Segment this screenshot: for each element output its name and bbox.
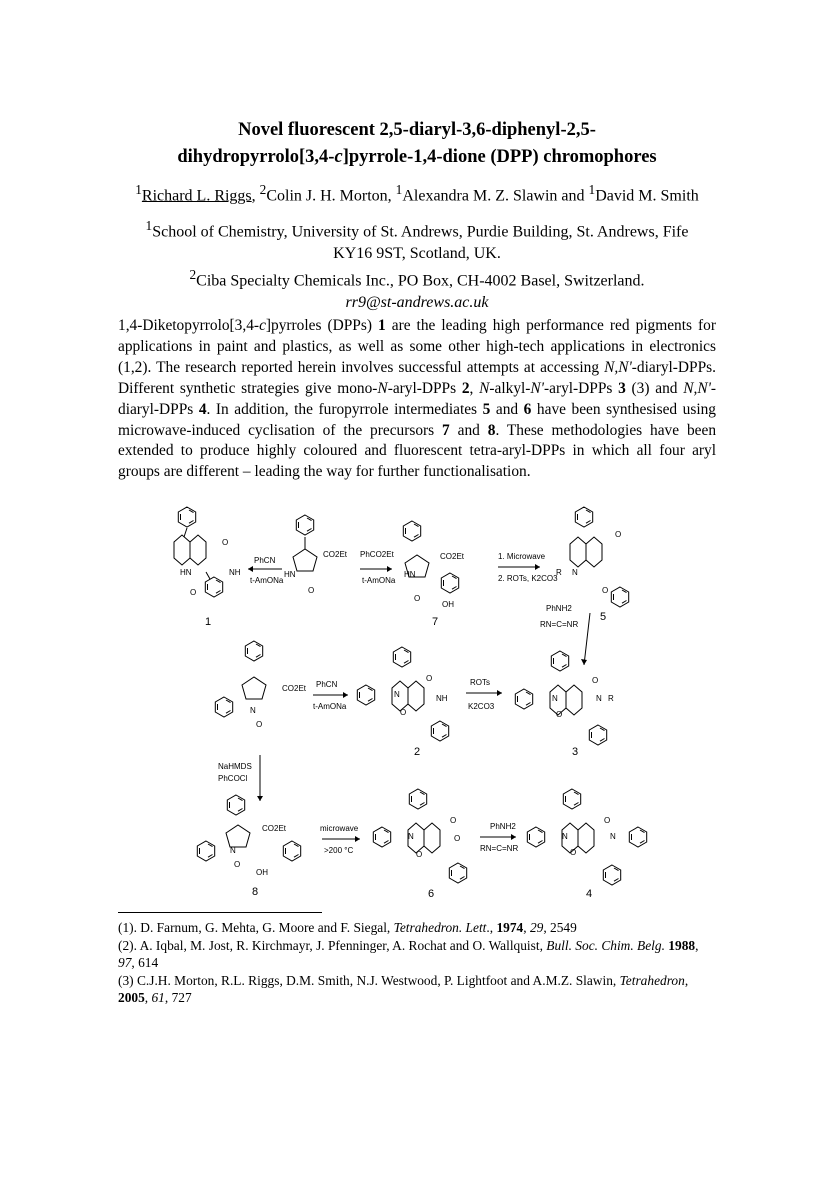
arrow-6 bbox=[466, 678, 502, 711]
atom-label: CO2Et bbox=[282, 684, 307, 693]
reagent: t-AmONa bbox=[362, 576, 396, 585]
abstract-italic: N bbox=[479, 379, 490, 397]
atom-label: N bbox=[394, 690, 400, 699]
arrow-5 bbox=[313, 680, 348, 711]
abstract-italic: N,N' bbox=[604, 358, 632, 376]
affiliation-text: Ciba Specialty Chemicals Inc., PO Box, CH-4002 Basel, Switzerland. bbox=[196, 272, 645, 290]
abstract-text: have been synthesised using microwave-induced cyclisation of the precursors bbox=[118, 400, 717, 439]
reference-1 bbox=[118, 919, 718, 937]
arrow-1 bbox=[248, 556, 284, 585]
atom-label: R bbox=[608, 694, 614, 703]
paper-title bbox=[0, 117, 834, 171]
abstract-text: and bbox=[449, 421, 488, 439]
atom-label: N bbox=[562, 832, 568, 841]
atom-label: O bbox=[256, 720, 263, 729]
atom-label: CO2Et bbox=[440, 552, 465, 561]
author-sep: and bbox=[557, 187, 589, 205]
ref-text: , bbox=[684, 972, 689, 988]
atom-label: O bbox=[454, 834, 461, 843]
ref-journal: Tetrahedron. Lett bbox=[393, 920, 487, 935]
ref-text: , 614 bbox=[131, 955, 159, 971]
atom-label: HN bbox=[180, 568, 192, 577]
affiliation-text: School of Chemistry, University of St. Andrews, Purdie Building, St. Andrews, Fife bbox=[152, 223, 689, 241]
ref-text: (1). D. Farnum, G. Mehta, G. Moore and F. Siegal, bbox=[118, 920, 394, 935]
title-line-2 bbox=[0, 144, 834, 171]
ref-journal: Bull. Soc. Chim. Belg. bbox=[546, 937, 665, 953]
compound-label: 4 bbox=[586, 888, 593, 900]
atom-label: OH bbox=[442, 600, 454, 609]
author-sup: 2 bbox=[259, 182, 267, 197]
atom-label: O bbox=[222, 538, 229, 547]
abstract-text: are the leading high performance red pigments for applications in paint and plastics, as well as some other high-tech applications in electronics (1,2). The research reported herein involves successful attempts at accessing bbox=[118, 317, 716, 376]
author-name: Colin J. H. Morton bbox=[266, 187, 388, 205]
affiliation-sup: 2 bbox=[189, 267, 197, 283]
structure-1 bbox=[174, 507, 241, 628]
author-sup: 1 bbox=[395, 182, 403, 197]
compound-ref: 7 bbox=[442, 421, 450, 439]
reagent: RN=C=NR bbox=[540, 620, 579, 629]
ref-text: , 2549 bbox=[543, 920, 577, 935]
title-italic: c bbox=[334, 147, 343, 167]
abstract-text: -diaryl-DPPs. Different synthetic strategies give mono- bbox=[118, 358, 716, 397]
abstract-text: , bbox=[469, 379, 480, 397]
ref-volume: 97 bbox=[118, 955, 132, 971]
affiliation-1 bbox=[0, 215, 834, 243]
compound-ref: 8 bbox=[487, 421, 496, 439]
atom-label: O bbox=[426, 674, 433, 683]
abstract-italic: N bbox=[377, 379, 388, 397]
atom-label: N bbox=[596, 694, 602, 703]
reagent: PhCN bbox=[316, 680, 338, 689]
author-name: Alexandra M. Z. Slawin bbox=[402, 187, 558, 205]
reagent: 2. ROTs, K2CO3 bbox=[498, 574, 558, 583]
arrow-8 bbox=[320, 824, 360, 855]
compound-label: 3 bbox=[572, 746, 579, 758]
reaction-scheme bbox=[160, 505, 700, 905]
atom-label: O bbox=[234, 860, 241, 869]
compound-label: 1 bbox=[205, 616, 212, 628]
structure-pyrrolinone-1 bbox=[284, 515, 348, 595]
atom-label: O bbox=[450, 816, 457, 825]
abstract-text: -diaryl-DPPs bbox=[118, 379, 717, 418]
affiliation-1-line-2: KY16 9ST, Scotland, UK. bbox=[333, 244, 501, 262]
atom-label: NH bbox=[229, 568, 241, 577]
structure-2 bbox=[357, 647, 448, 758]
abstract-text: . These methodologies have been extended to produce highly coloured and fluorescent tetra-aryl-DPPs in which all four aryl groups are different – leading the way for further functionalisation. bbox=[118, 421, 717, 481]
reagent: PhCOCl bbox=[218, 774, 248, 783]
affiliation-sup: 1 bbox=[145, 218, 153, 233]
author-sup: 1 bbox=[135, 182, 142, 197]
ref-volume: 29 bbox=[529, 920, 544, 935]
structure-3 bbox=[515, 651, 614, 758]
abstract-italic: c bbox=[259, 317, 266, 334]
ref-year: 2005 bbox=[118, 990, 145, 1006]
abstract-text: (3) and bbox=[625, 379, 684, 397]
abstract-text: and bbox=[490, 400, 524, 418]
author-sep: , bbox=[251, 187, 260, 205]
atom-label: O bbox=[416, 850, 423, 859]
arrow-3 bbox=[498, 552, 558, 583]
reference-2 bbox=[118, 937, 718, 972]
ref-year: 1988 bbox=[668, 937, 696, 953]
atom-label: NH bbox=[436, 694, 448, 703]
reagent: PhCO2Et bbox=[360, 550, 394, 559]
reagent: PhNH2 bbox=[546, 604, 572, 613]
structure-7 bbox=[403, 521, 464, 628]
structure-6 bbox=[373, 789, 466, 900]
author-name: David M. Smith bbox=[595, 187, 699, 205]
atom-label: HN bbox=[404, 570, 416, 579]
atom-label: R bbox=[556, 568, 562, 577]
abstract-text: -aryl-DPPs bbox=[387, 379, 462, 397]
reagent: microwave bbox=[320, 824, 359, 833]
email bbox=[0, 292, 834, 314]
affiliations bbox=[0, 215, 834, 314]
atom-label: O bbox=[570, 848, 577, 857]
compound-label: 6 bbox=[428, 888, 435, 900]
author-list bbox=[0, 178, 834, 208]
reference-3 bbox=[118, 972, 718, 1007]
compound-ref: 5 bbox=[482, 400, 491, 418]
reagent: t-AmONa bbox=[250, 576, 284, 585]
ref-volume: 61 bbox=[151, 990, 165, 1006]
arrow-7 bbox=[218, 755, 263, 801]
reagent: RN=C=NR bbox=[480, 844, 519, 853]
atom-label: O bbox=[604, 816, 611, 825]
compound-ref: 6 bbox=[523, 400, 532, 418]
structure-pyrrolinone-2 bbox=[215, 641, 306, 729]
compound-label: 7 bbox=[432, 616, 439, 628]
atom-label: O bbox=[615, 530, 622, 539]
author-sep: , bbox=[387, 187, 396, 205]
reagent: ROTs bbox=[470, 678, 490, 687]
abstract-text: . In addition, the furopyrrole intermediates bbox=[206, 400, 483, 418]
abstract bbox=[118, 316, 716, 483]
atom-label: O bbox=[400, 708, 407, 717]
compound-ref: 3 bbox=[618, 379, 626, 397]
atom-label: N bbox=[552, 694, 558, 703]
atom-label: O bbox=[414, 594, 421, 603]
footnote-rule bbox=[118, 912, 322, 913]
atom-label: N bbox=[610, 832, 616, 841]
compound-label: 5 bbox=[600, 611, 607, 623]
atom-label: N bbox=[250, 706, 256, 715]
atom-label: O bbox=[556, 710, 563, 719]
references bbox=[118, 919, 718, 1007]
title-line-1: Novel fluorescent 2,5-diaryl-3,6-diphenyl-2,5- bbox=[238, 120, 596, 140]
abstract-text: ]pyrroles (DPPs) bbox=[265, 317, 378, 334]
atom-label: N bbox=[230, 846, 236, 855]
atom-label: O bbox=[190, 588, 197, 597]
ref-text: ., bbox=[486, 920, 497, 935]
ref-text: , bbox=[695, 937, 699, 953]
ref-text: , bbox=[523, 920, 530, 935]
compound-ref: 2 bbox=[461, 379, 470, 397]
abstract-text: 1,4-Diketopyrrolo[3,4- bbox=[118, 317, 260, 334]
ref-text: (2). A. Iqbal, M. Jost, R. Kirchmayr, J. Pfenninger, A. Rochat and O. Wallquist, bbox=[118, 937, 547, 953]
atom-label: N bbox=[572, 568, 578, 577]
ref-journal: Tetrahedron bbox=[619, 972, 685, 988]
reagent: PhNH2 bbox=[490, 822, 516, 831]
abstract-text: -alkyl- bbox=[489, 379, 531, 397]
compound-ref: 1 bbox=[378, 317, 386, 334]
abstract-text: -aryl-DPPs bbox=[543, 379, 619, 397]
compound-label: 8 bbox=[252, 886, 259, 898]
reagent: K2CO3 bbox=[468, 702, 495, 711]
abstract-italic: N,N' bbox=[683, 379, 711, 397]
structure-8 bbox=[197, 795, 300, 898]
ref-text: , 727 bbox=[164, 990, 192, 1006]
atom-label: CO2Et bbox=[262, 824, 287, 833]
ref-text: , bbox=[144, 990, 152, 1006]
atom-label: O bbox=[592, 676, 599, 685]
reagent: >200 °C bbox=[324, 846, 354, 855]
atom-label: OH bbox=[256, 868, 268, 877]
arrow-9 bbox=[480, 822, 518, 853]
ref-text: (3) C.J.H. Morton, R.L. Riggs, D.M. Smith, N.J. Westwood, P. Lightfoot and A.M.Z. Slawin, bbox=[118, 972, 620, 988]
title-text: ]pyrrole-1,4-dione (DPP) chromophores bbox=[342, 147, 657, 167]
atom-label: O bbox=[602, 586, 609, 595]
abstract-italic: N' bbox=[530, 379, 544, 397]
author-sup: 1 bbox=[588, 182, 596, 197]
arrow-2 bbox=[360, 550, 396, 585]
reagent: PhCN bbox=[254, 556, 276, 565]
affiliation-2 bbox=[0, 264, 834, 292]
reagent: NaHMDS bbox=[218, 762, 252, 771]
author-presenter: Richard L. Riggs bbox=[141, 187, 252, 205]
email-address: rr9@st-andrews.ac.uk bbox=[345, 294, 489, 312]
atom-label: N bbox=[408, 832, 414, 841]
reagent: t-AmONa bbox=[313, 702, 347, 711]
atom-label: CO2Et bbox=[323, 550, 348, 559]
atom-label: HN bbox=[284, 570, 296, 579]
ref-year: 1974 bbox=[496, 920, 524, 935]
structure-4 bbox=[527, 789, 646, 900]
reagent: 1. Microwave bbox=[498, 552, 546, 561]
compound-ref: 4 bbox=[198, 400, 207, 418]
compound-label: 2 bbox=[414, 746, 421, 758]
atom-label: O bbox=[308, 586, 315, 595]
title-text: dihydropyrrolo[3,4- bbox=[177, 147, 335, 167]
